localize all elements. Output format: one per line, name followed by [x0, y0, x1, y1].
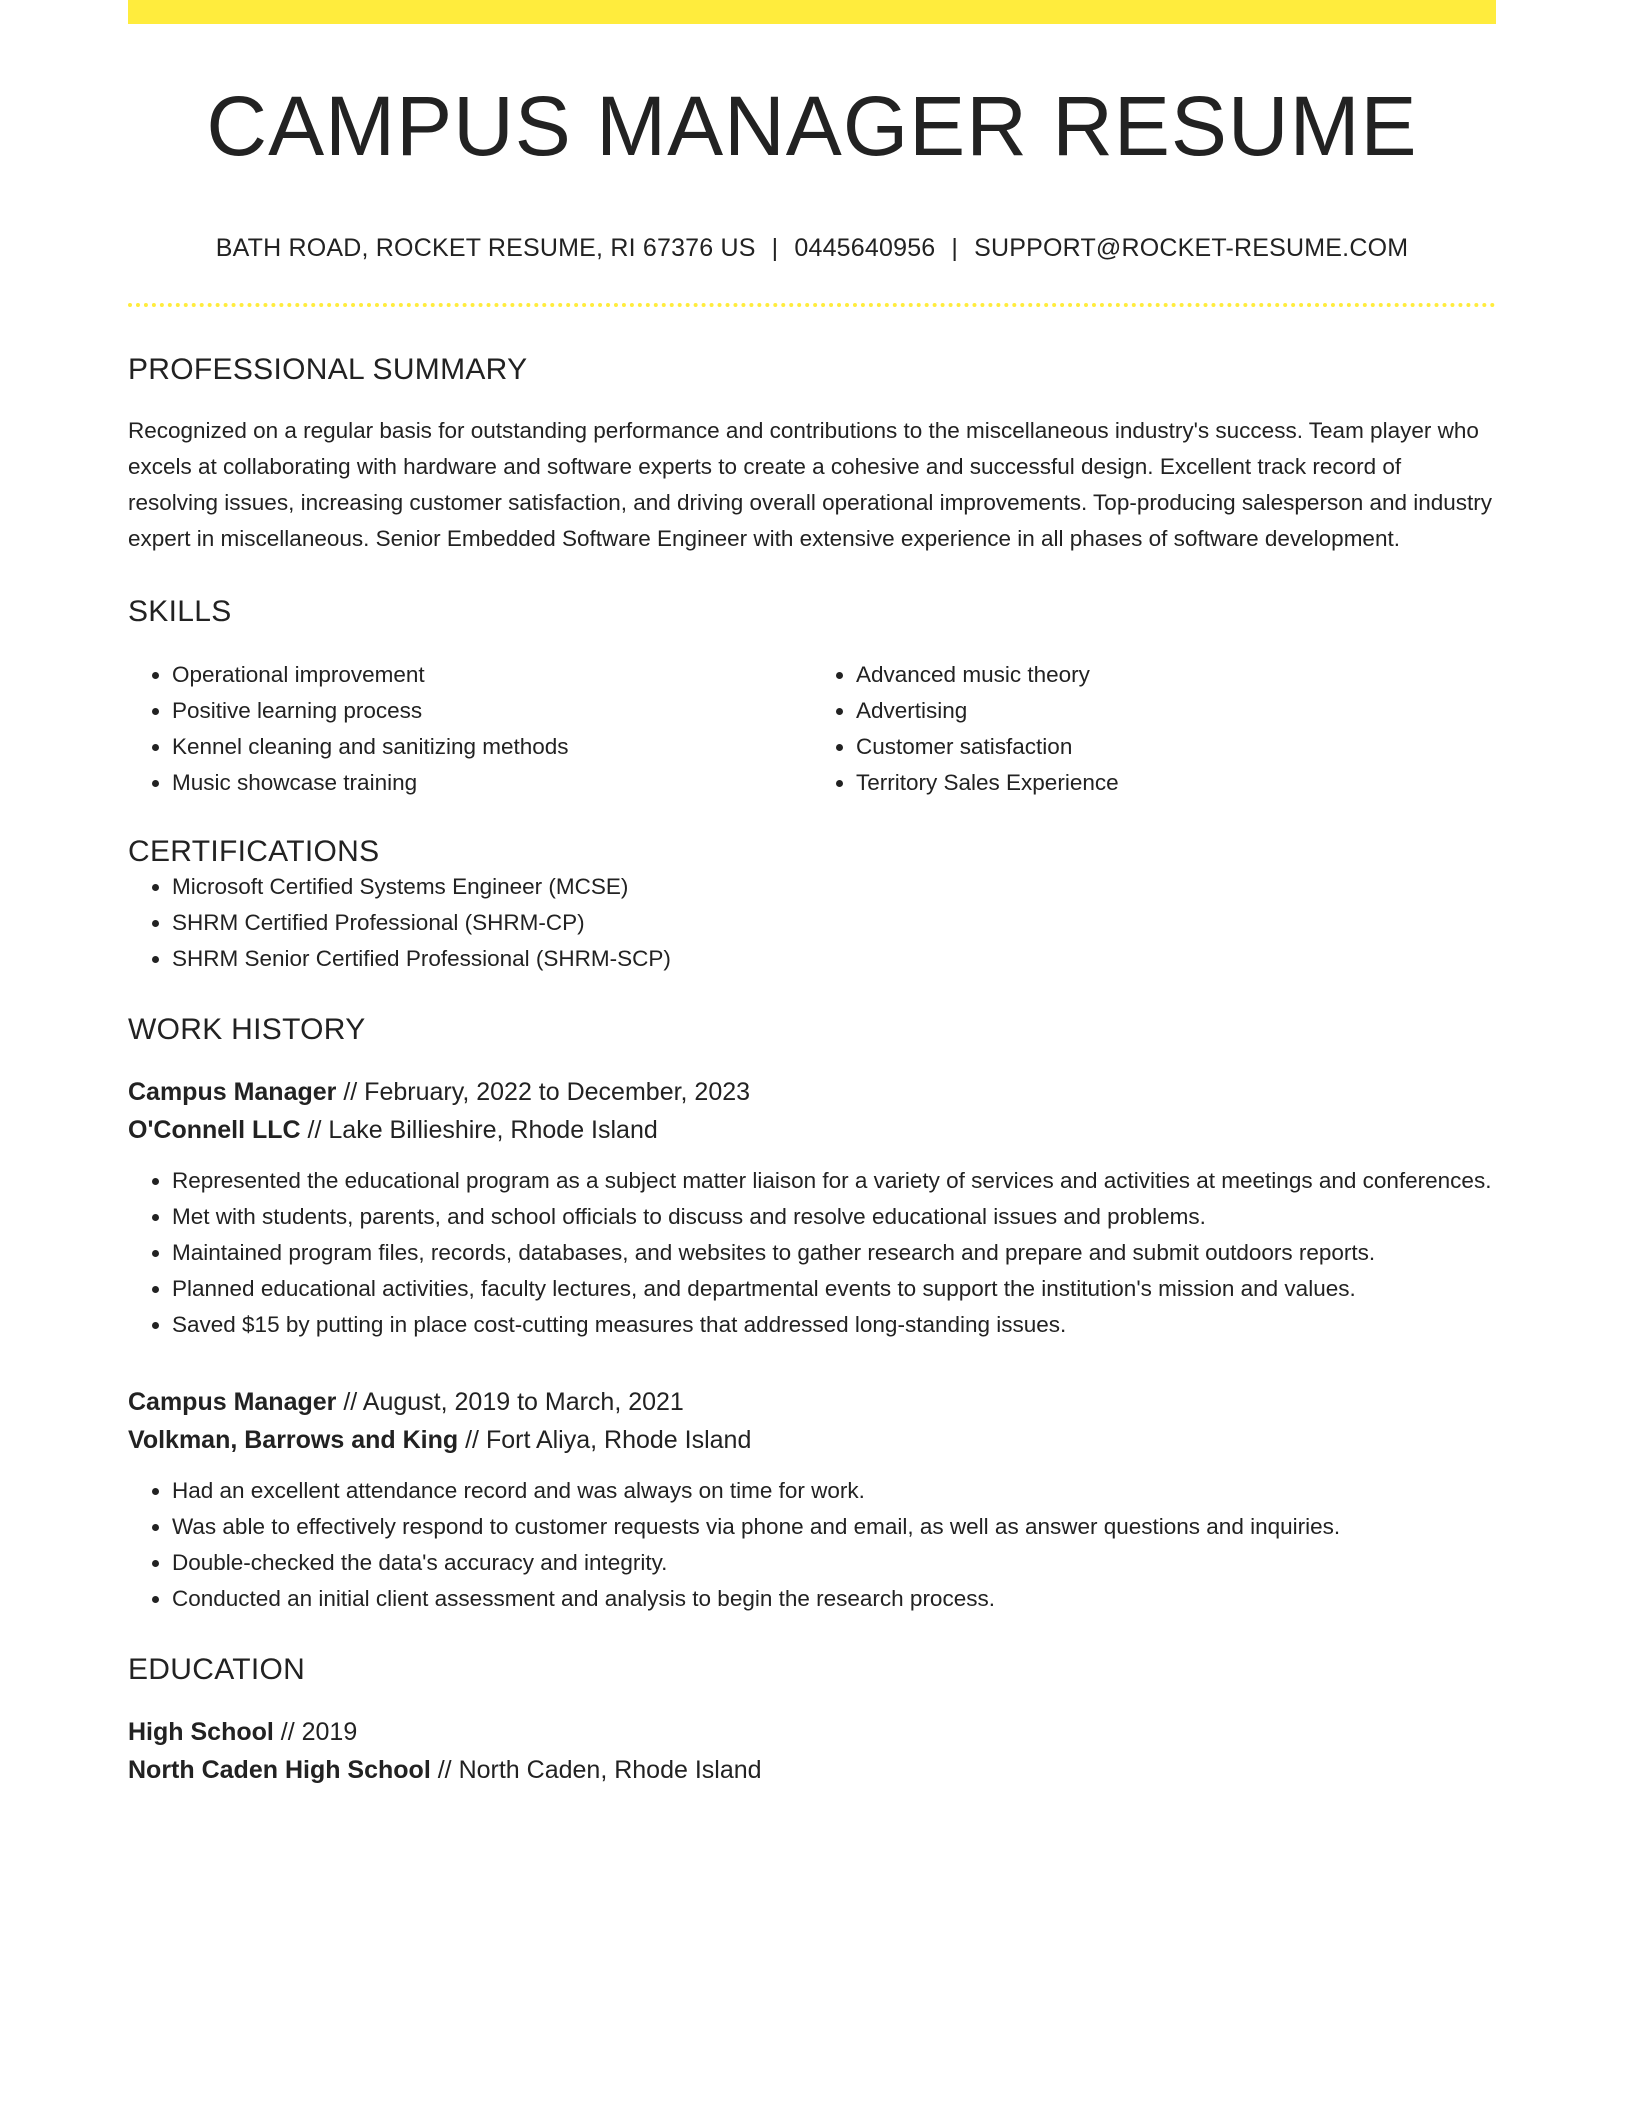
top-accent-bar	[128, 0, 1496, 24]
contact-separator: |	[951, 234, 959, 262]
job-dates: // February, 2022 to December, 2023	[336, 1078, 751, 1106]
job-entry	[128, 1383, 1496, 1617]
job-dates: // August, 2019 to March, 2021	[336, 1388, 684, 1416]
job-duty-item: • Double-checked the data's accuracy and integrity.	[172, 1545, 1496, 1581]
job-duties-list	[128, 1163, 1496, 1343]
education-location: // North Caden, Rhode Island	[430, 1756, 762, 1784]
summary-heading: PROFESSIONAL SUMMARY	[128, 353, 528, 386]
contact-address: BATH ROAD, ROCKET RESUME, RI 67376 US	[215, 234, 756, 262]
skill-item: • Kennel cleaning and sanitizing methods	[172, 729, 812, 765]
skills-heading: SKILLS	[128, 595, 232, 628]
job-company: O'Connell LLC	[128, 1116, 301, 1144]
job-company: Volkman, Barrows and King	[128, 1426, 459, 1454]
certification-item: • Microsoft Certified Systems Engineer (MCSE)	[172, 869, 1496, 905]
job-duty-item: • Conducted an initial client assessment and analysis to begin the research process.	[172, 1581, 1496, 1617]
skill-item: • Operational improvement	[172, 657, 812, 693]
skill-item: • Positive learning process	[172, 693, 812, 729]
dotted-divider	[128, 303, 1496, 307]
skill-item: • Advertising	[856, 693, 1496, 729]
job-location: // Fort Aliya, Rhode Island	[458, 1426, 752, 1454]
education-year: // 2019	[273, 1718, 358, 1746]
skills-column-right	[812, 657, 1496, 801]
job-duty-item: • Maintained program files, records, databases, and websites to gather research and prepare and submit outdoors reports.	[172, 1235, 1496, 1271]
certifications-heading: CERTIFICATIONS	[128, 835, 380, 868]
contact-separator: |	[771, 234, 779, 262]
job-duty-item: • Had an excellent attendance record and was always on time for work.	[172, 1473, 1496, 1509]
job-position: Campus Manager	[128, 1388, 337, 1416]
skills-list	[128, 657, 1496, 801]
contact-email: SUPPORT@ROCKET-RESUME.COM	[974, 234, 1409, 262]
education-school: North Caden High School	[128, 1756, 431, 1784]
certifications-list	[128, 869, 1496, 977]
education-heading: EDUCATION	[128, 1653, 306, 1686]
skill-item: • Territory Sales Experience	[856, 765, 1496, 801]
job-duties-list	[128, 1473, 1496, 1617]
job-position: Campus Manager	[128, 1078, 337, 1106]
job-title-line	[128, 1073, 1496, 1111]
certification-item: • SHRM Senior Certified Professional (SHRM-SCP)	[172, 941, 1496, 977]
education-degree-line	[128, 1713, 1496, 1751]
skill-item: • Advanced music theory	[856, 657, 1496, 693]
job-company-line	[128, 1421, 1496, 1459]
job-entry	[128, 1073, 1496, 1343]
resume-title: CAMPUS MANAGER RESUME	[206, 79, 1418, 173]
job-location: // Lake Billieshire, Rhode Island	[300, 1116, 658, 1144]
job-title-line	[128, 1383, 1496, 1421]
contact-phone: 0445640956	[794, 234, 936, 262]
skills-column-left	[128, 657, 812, 801]
job-duty-item: • Represented the educational program as a subject matter liaison for a variety of services and activities at meetings and conferences.	[172, 1163, 1496, 1199]
job-duty-item: • Met with students, parents, and school officials to discuss and resolve educational issues and problems.	[172, 1199, 1496, 1235]
skill-item: • Music showcase training	[172, 765, 812, 801]
education-degree: High School	[128, 1718, 274, 1746]
job-duty-item: • Was able to effectively respond to customer requests via phone and email, as well as answer questions and inquiries.	[172, 1509, 1496, 1545]
education-entry	[128, 1713, 1496, 1789]
job-duty-item: • Saved $15 by putting in place cost-cutting measures that addressed long-standing issues.	[172, 1307, 1496, 1343]
education-school-line	[128, 1751, 1496, 1789]
skill-item: • Customer satisfaction	[856, 729, 1496, 765]
resume-page	[128, 0, 1496, 1789]
job-company-line	[128, 1111, 1496, 1149]
certification-item: • SHRM Certified Professional (SHRM-CP)	[172, 905, 1496, 941]
work-history-heading: WORK HISTORY	[128, 1013, 366, 1046]
job-duty-item: • Planned educational activities, faculty lectures, and departmental events to support the institution's mission and values.	[172, 1271, 1496, 1307]
contact-line	[128, 234, 1496, 263]
summary-text: Recognized on a regular basis for outstanding performance and contributions to the miscellaneous industry's success. Team player who excels at collaborating with hardware and software experts to create a cohesive and successful design. Excellent track record of resolving issues, increasing customer satisfaction, and driving overall operational improvements. Top-producing salesperson and industry expert in miscellaneous. Senior Embedded Software Engineer with extensive experience in all phases of software development.	[128, 418, 1493, 551]
